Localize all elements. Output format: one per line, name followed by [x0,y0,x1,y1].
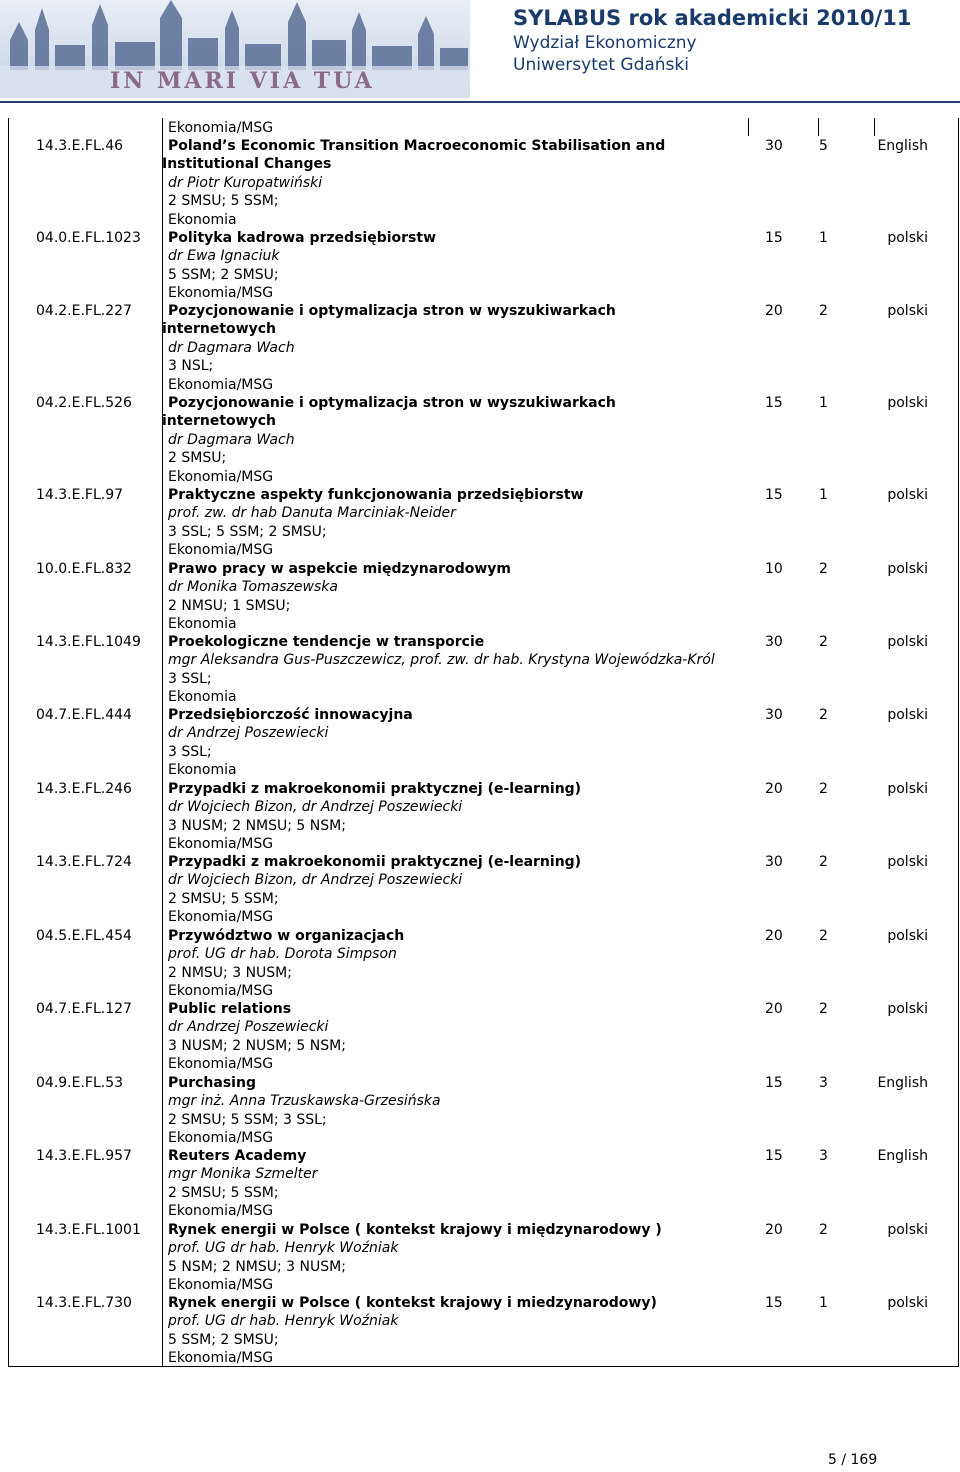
course-language: polski [887,303,928,319]
course-title-line: Praktyczne aspekty funkcjonowania przedsiębiorstw [168,487,584,503]
course-title-line: Public relations [168,1001,292,1017]
course-code: 14.3.E.FL.724 [36,854,132,870]
course-ects: 2 [819,561,828,577]
course-details [168,486,748,560]
course-lecturer: mgr Monika Szmelter [168,1166,318,1183]
course-groups: 3 SSL; 5 SSM; 2 SMSU; [168,523,327,540]
course-groups: 2 SMSU; 5 SSM; [168,193,279,210]
course-field: Ekonomia [168,689,237,706]
course-language: polski [887,707,928,723]
course-code: 14.3.E.FL.97 [36,487,124,503]
course-title-line: Poland’s Economic Transition Macroeconomic Stabilisation and [168,138,666,154]
course-hours: 20 [765,303,783,319]
course-ects: 2 [819,707,828,723]
course-groups: 3 SSL; [168,743,212,760]
course-code: 04.7.E.FL.127 [36,1001,132,1017]
course-title-line: Purchasing [168,1075,256,1091]
course-title-line: Przypadki z makroekonomii praktycznej (e-learning) [168,781,582,797]
continuation-field: Ekonomia/MSG [168,120,274,136]
course-details [168,1074,748,1148]
course-hours: 15 [765,1148,783,1164]
course-groups: 2 SMSU; 5 SSM; [168,1184,279,1201]
course-field: Ekonomia/MSG [168,542,274,559]
course-title-line: Rynek energii w Polsce ( kontekst krajowy i międzynarodowy ) [168,1222,662,1238]
table-right-border [958,118,959,1367]
course-groups: 5 SSM; 2 SMSU; [168,1331,279,1348]
course-code: 04.0.E.FL.1023 [36,230,141,246]
course-field: Ekonomia/MSG [168,1277,274,1294]
course-lecturer: mgr inż. Anna Trzuskawska-Grzesińska [168,1093,441,1110]
course-lecturer: mgr Aleksandra Gus-Puszczewicz, prof. zw. dr hab. Krystyna Wojewódzka-Król [168,652,715,669]
course-lecturer: prof. UG dr hab. Henryk Woźniak [168,1313,399,1330]
course-title-line: Proekologiczne tendencje w transporcie [168,634,485,650]
course-ects: 2 [819,634,828,650]
course-field: Ekonomia/MSG [168,1350,274,1367]
course-ects: 2 [819,1001,828,1017]
course-groups: 2 SMSU; 5 SSM; [168,890,279,907]
course-hours: 15 [765,395,783,411]
course-title-line: Przypadki z makroekonomii praktycznej (e-learning) [168,854,582,870]
column-divider-stub [818,118,819,136]
course-code: 14.3.E.FL.957 [36,1148,132,1164]
course-lecturer: dr Andrzej Poszewiecki [168,725,329,742]
course-hours: 20 [765,1001,783,1017]
course-groups: 5 SSM; 2 SMSU; [168,266,279,283]
course-field: Ekonomia/MSG [168,468,274,485]
course-field: Ekonomia [168,762,237,779]
course-title-line: Institutional Changes [162,156,332,173]
course-details [168,229,748,303]
course-hours: 10 [765,561,783,577]
course-details [168,706,748,780]
syllabus-title: SYLABUS rok akademicki 2010/11 [513,6,912,30]
course-ects: 3 [819,1075,828,1091]
course-ects: 2 [819,1222,828,1238]
course-language: polski [887,781,928,797]
course-details [168,560,748,634]
course-language: polski [887,928,928,944]
column-divider-stub [874,118,875,136]
university-name: Uniwersytet Gdański [513,55,689,75]
course-field: Ekonomia [168,616,237,633]
course-details [168,1000,748,1074]
course-title-line: Reuters Academy [168,1148,307,1164]
course-groups: 3 NUSM; 2 NMSU; 5 NSM; [168,817,346,834]
course-title-line: Rynek energii w Polsce ( kontekst krajowy i miedzynarodowy) [168,1295,657,1311]
course-language: polski [887,1295,928,1311]
course-hours: 30 [765,854,783,870]
header-rule [0,101,960,103]
page-number: 5 / 169 [828,1452,878,1468]
course-hours: 30 [765,707,783,723]
course-ects: 3 [819,1148,828,1164]
course-field: Ekonomia/MSG [168,983,274,1000]
course-ects: 1 [819,395,828,411]
faculty-name: Wydział Ekonomiczny [513,33,697,53]
course-language: English [877,138,928,154]
course-groups: 3 NSL; [168,358,214,375]
header-banner [0,0,960,100]
course-field: Ekonomia/MSG [168,909,274,926]
course-language: English [877,1148,928,1164]
course-field: Ekonomia/MSG [168,836,274,853]
course-code: 14.3.E.FL.1001 [36,1222,141,1238]
course-language: polski [887,230,928,246]
course-hours: 30 [765,138,783,154]
course-groups: 5 NSM; 2 NMSU; 3 NUSM; [168,1258,346,1275]
course-details [168,1221,748,1295]
course-details [168,927,748,1001]
course-details [168,633,748,707]
course-field: Ekonomia/MSG [168,376,274,393]
course-groups: 2 SMSU; 5 SSM; 3 SSL; [168,1111,327,1128]
course-code: 04.2.E.FL.227 [36,303,132,319]
course-details [162,137,748,229]
course-details [162,394,748,486]
course-ects: 1 [819,1295,828,1311]
course-code: 14.3.E.FL.1049 [36,634,141,650]
course-lecturer: dr Dagmara Wach [168,339,295,356]
course-lecturer: dr Ewa Ignaciuk [168,248,280,265]
course-ects: 2 [819,303,828,319]
course-title-line: internetowych [162,413,276,430]
course-title-line: Pozycjonowanie i optymalizacja stron w wyszukiwarkach [168,395,616,411]
course-ects: 1 [819,487,828,503]
course-groups: 3 NUSM; 2 NUSM; 5 NSM; [168,1037,346,1054]
table-left-border [8,118,9,1367]
course-field: Ekonomia/MSG [168,285,274,302]
course-groups: 2 NMSU; 1 SMSU; [168,597,291,614]
course-ects: 2 [819,854,828,870]
course-code: 14.3.E.FL.246 [36,781,132,797]
course-details [168,1147,748,1221]
course-groups: 2 NMSU; 3 NUSM; [168,964,292,981]
course-field: Ekonomia/MSG [168,1130,274,1147]
course-language: polski [887,487,928,503]
course-code: 14.3.E.FL.46 [36,138,124,154]
course-language: polski [887,1001,928,1017]
column-divider-stub [748,118,749,136]
course-language: polski [887,854,928,870]
course-ects: 5 [819,138,828,154]
course-title-line: Prawo pracy w aspekcie międzynarodowym [168,561,511,577]
course-hours: 15 [765,1075,783,1091]
course-title-line: Polityka kadrowa przedsiębiorstw [168,230,437,246]
course-lecturer: prof. UG dr hab. Dorota Simpson [168,946,397,963]
course-code: 04.2.E.FL.526 [36,395,132,411]
course-hours: 30 [765,634,783,650]
course-lecturer: prof. UG dr hab. Henryk Woźniak [168,1240,399,1257]
course-lecturer: dr Wojciech Bizon, dr Andrzej Poszewiecki [168,799,463,816]
course-lecturer: prof. zw. dr hab Danuta Marciniak-Neider [168,505,456,522]
course-ects: 2 [819,781,828,797]
course-hours: 15 [765,1295,783,1311]
course-code: 14.3.E.FL.730 [36,1295,132,1311]
column-divider [162,118,163,1367]
course-details [168,1294,748,1368]
course-lecturer: dr Monika Tomaszewska [168,579,338,596]
course-title-line: Przedsiębiorczość innowacyjna [168,707,413,723]
course-code: 04.9.E.FL.53 [36,1075,124,1091]
course-title-line: internetowych [162,321,276,338]
course-language: polski [887,395,928,411]
course-language: polski [887,561,928,577]
course-hours: 15 [765,230,783,246]
course-title-line: Pozycjonowanie i optymalizacja stron w wyszukiwarkach [168,303,616,319]
course-lecturer: dr Andrzej Poszewiecki [168,1019,329,1036]
course-ects: 1 [819,230,828,246]
course-field: Ekonomia/MSG [168,1056,274,1073]
course-title-line: Przywództwo w organizacjach [168,928,405,944]
course-hours: 20 [765,928,783,944]
course-groups: 3 SSL; [168,670,212,687]
course-field: Ekonomia [168,211,237,228]
course-code: 10.0.E.FL.832 [36,561,132,577]
course-code: 04.7.E.FL.444 [36,707,132,723]
course-language: polski [887,634,928,650]
course-field: Ekonomia/MSG [168,1203,274,1220]
course-hours: 20 [765,781,783,797]
course-details [168,853,748,927]
course-details [162,302,748,394]
course-lecturer: dr Piotr Kuropatwiński [168,174,323,191]
course-language: English [877,1075,928,1091]
course-groups: 2 SMSU; [168,450,227,467]
course-details [168,780,748,854]
course-ects: 2 [819,928,828,944]
course-hours: 20 [765,1222,783,1238]
course-code: 04.5.E.FL.454 [36,928,132,944]
course-hours: 15 [765,487,783,503]
course-language: polski [887,1222,928,1238]
course-lecturer: dr Dagmara Wach [168,431,295,448]
university-motto: IN MARI VIA TUA [110,68,375,94]
course-lecturer: dr Wojciech Bizon, dr Andrzej Poszewiecki [168,872,463,889]
